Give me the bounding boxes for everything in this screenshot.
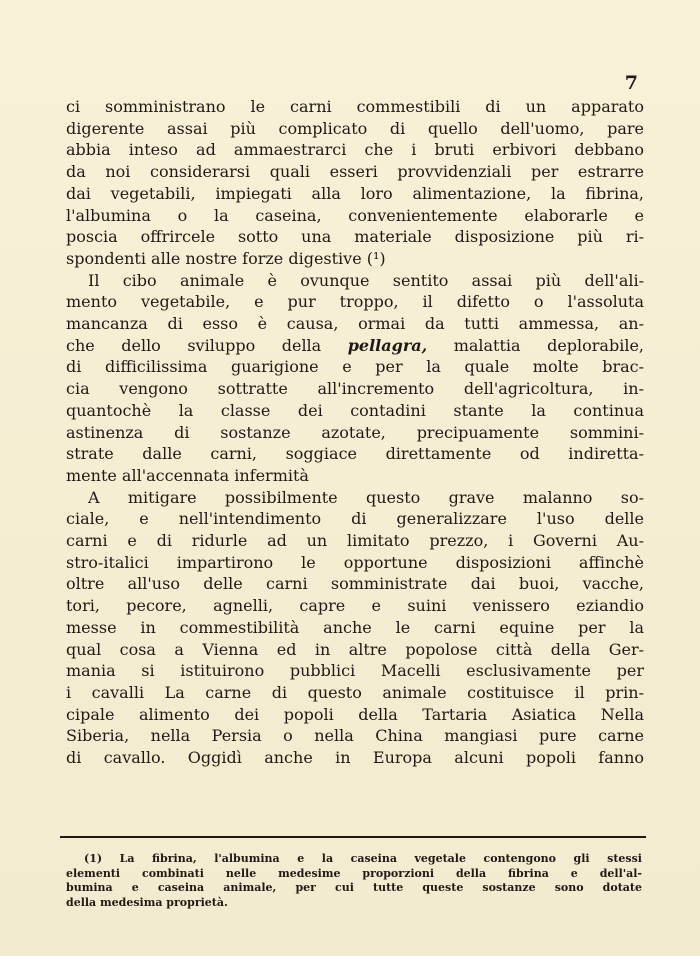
- body-line: ciale, e nell'intendimento di generalizzare l'uso delle: [66, 509, 644, 529]
- body-line: abbia inteso ad ammaestrarci che i bruti erbivori debbano: [66, 140, 644, 160]
- body-line: A mitigare possibilmente questo grave malanno so-: [88, 487, 644, 507]
- body-line: mente all'accennata infermità: [66, 465, 309, 485]
- body-line: qual cosa a Vienna ed in altre popolose città della Ger-: [66, 639, 644, 659]
- body-line: messe in commestibilità anche le carni equine per la: [66, 617, 644, 637]
- italic-term: pellagra,: [347, 335, 428, 355]
- body-line: oltre all'uso delle carni somministrate dai buoi, vacche,: [66, 574, 644, 594]
- body-line: strate dalle carni, soggiace direttamente od indiretta-: [66, 444, 644, 464]
- body-line: mancanza di esso è causa, ormai da tutti ammessa, an-: [66, 314, 644, 334]
- footnote-line: della medesima proprietà.: [66, 895, 228, 909]
- footnote: [66, 852, 642, 910]
- footnote-line: bumina e caseina animale, per cui tutte queste sostanze sono dotate: [66, 881, 642, 895]
- body-line: carni e di ridurle ad un limitato prezzo, i Governi Au-: [66, 531, 644, 551]
- body-line: dai vegetabili, impiegati alla loro alimentazione, la fibrina,: [66, 183, 644, 203]
- body-line: stro-italici impartirono le opportune disposizioni affinchè: [66, 552, 644, 572]
- body-line: tori, pecore, agnelli, capre e suini venissero eziandio: [66, 596, 644, 616]
- body-line: cipale alimento dei popoli della Tartaria Asiatica Nella: [66, 704, 644, 724]
- body-line: di difficilissima guarigione e per la quale molte brac-: [66, 357, 644, 377]
- page-number: 7: [624, 72, 638, 94]
- body-text-run: che dello sviluppo della: [66, 335, 348, 355]
- body-line: cia vengono sottratte all'incremento dell'agricoltura, in-: [66, 379, 644, 399]
- body-line: mania si istituirono pubblici Macelli esclusivamente per: [66, 661, 644, 681]
- footnote-divider: [60, 836, 646, 838]
- body-line: Siberia, nella Persia o nella China mangiasi pure carne: [66, 726, 644, 746]
- body-line: mento vegetabile, e pur troppo, il difetto o l'assoluta: [66, 292, 644, 312]
- body-text-run: malattia deplorabile,: [427, 335, 644, 355]
- body-line: da noi considerarsi quali esseri provvidenziali per estrarre: [66, 162, 644, 182]
- body-line: Il cibo animale è ovunque sentito assai più dell'ali-: [88, 270, 644, 290]
- body-line: [66, 335, 644, 357]
- footnote-line: elementi combinati nelle medesime proporzioni della fibrina e dell'al-: [66, 866, 642, 880]
- body-line: di cavallo. Oggidì anche in Europa alcuni popoli fanno: [66, 748, 644, 768]
- body-text: [66, 96, 644, 769]
- footnote-line: (1) La fibrina, l'albumina e la caseina vegetale contengono gli stessi: [84, 852, 642, 865]
- body-line: poscia offrircele sotto una materiale disposizione più ri-: [66, 227, 644, 247]
- body-line: quantochè la classe dei contadini stante la continua: [66, 400, 644, 420]
- body-line: digerente assai più complicato di quello dell'uomo, pare: [66, 118, 644, 138]
- body-line: l'albumina o la caseina, convenientemente elaborarle e: [66, 205, 644, 225]
- body-line: i cavalli La carne di questo animale costituisce il prin-: [66, 682, 644, 702]
- body-line: ci somministrano le carni commestibili di un apparato: [66, 97, 644, 116]
- body-line: astinenza di sostanze azotate, precipuamente sommini-: [66, 422, 644, 442]
- body-line: spondenti alle nostre forze digestive (¹): [66, 248, 386, 268]
